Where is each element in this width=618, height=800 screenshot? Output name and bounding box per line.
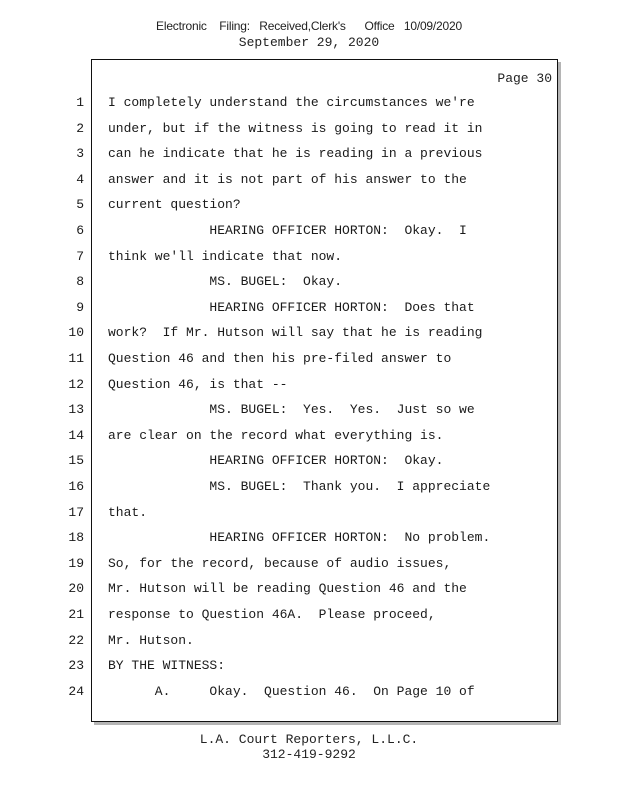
line-text: MS. BUGEL: Okay. (108, 274, 343, 290)
line-text: response to Question 46A. Please proceed, (108, 607, 436, 622)
line-number: 6 (76, 223, 84, 238)
transcript-line (0, 145, 618, 163)
line-number: 21 (68, 607, 84, 622)
page-footer (0, 732, 618, 762)
line-number: 5 (76, 197, 84, 213)
transcript-line (0, 555, 618, 573)
line-text: BY THE WITNESS: (108, 658, 226, 674)
transcript-line (0, 452, 618, 470)
transcript-line (0, 376, 618, 394)
transcript-line (0, 657, 618, 675)
line-number: 14 (68, 427, 84, 443)
line-number: 15 (68, 453, 84, 469)
line-text: answer and it is not part of his answer to the (108, 171, 467, 187)
line-number: 13 (68, 402, 84, 418)
reporter-company: L.A. Court Reporters, L.L.C. (199, 732, 419, 747)
line-text: HEARING OFFICER HORTON: Okay. I (108, 223, 467, 238)
line-text: Question 46, is that -- (108, 376, 288, 392)
transcript-line (0, 683, 618, 701)
line-text: current question? (108, 197, 241, 213)
line-text: that. (108, 504, 148, 520)
transcript-line (0, 580, 618, 598)
line-text: work? If Mr. Hutson will say that he is reading (108, 325, 483, 341)
line-number: 8 (76, 274, 84, 290)
transcript-line (0, 196, 618, 214)
line-number: 23 (68, 658, 84, 674)
line-number: 17 (68, 504, 84, 520)
transcript-line (0, 222, 618, 240)
reporter-phone: 312-419-9292 (262, 747, 356, 762)
line-text: can he indicate that he is reading in a previous (108, 146, 483, 162)
transcript-line (0, 529, 618, 547)
line-number: 18 (68, 530, 84, 546)
line-number: 20 (68, 581, 84, 597)
line-text: think we'll indicate that now. (108, 248, 343, 264)
transcript-line (0, 504, 618, 522)
transcript-line (0, 632, 618, 650)
line-number: 24 (68, 683, 84, 699)
transcript-line (0, 478, 618, 496)
line-text: Mr. Hutson will be reading Question 46 and the (108, 581, 467, 597)
transcript-line (0, 299, 618, 317)
transcript-line (0, 427, 618, 445)
line-text: HEARING OFFICER HORTON: Okay. (108, 453, 444, 469)
transcript-date: September 29, 2020 (238, 35, 380, 50)
line-number: 22 (68, 632, 84, 648)
line-number: 11 (68, 351, 84, 366)
line-number: 19 (68, 555, 84, 571)
line-text: under, but if the witness is going to read it in (108, 120, 483, 136)
line-number: 9 (76, 299, 84, 315)
line-text: MS. BUGEL: Yes. Yes. Just so we (108, 402, 475, 418)
line-number: 7 (76, 248, 84, 264)
line-text: HEARING OFFICER HORTON: Does that (108, 299, 475, 315)
transcript-line (0, 273, 618, 291)
line-text: A. Okay. Question 46. On Page 10 of (108, 683, 475, 699)
transcript-line (0, 94, 618, 112)
line-number: 12 (68, 376, 84, 392)
transcript-line (0, 120, 618, 138)
transcript-line (0, 401, 618, 419)
transcript-line (0, 606, 618, 624)
line-number: 16 (68, 479, 84, 494)
line-text: HEARING OFFICER HORTON: No problem. (108, 530, 491, 546)
line-number: 4 (76, 171, 84, 187)
transcript-line (0, 324, 618, 342)
transcript-line (0, 350, 618, 368)
line-text: MS. BUGEL: Thank you. I appreciate (108, 479, 491, 494)
line-number: 2 (76, 120, 84, 136)
line-text: are clear on the record what everything is. (108, 427, 444, 443)
page-number: Page 30 (497, 71, 552, 86)
line-number: 3 (76, 146, 84, 162)
line-text: So, for the record, because of audio issues, (108, 555, 452, 571)
filing-stamp: Electronic Filing: Received,Clerk's Office 10/09/2020 (156, 19, 462, 33)
line-number: 1 (76, 95, 84, 110)
transcript-line (0, 248, 618, 266)
line-text: Mr. Hutson. (108, 632, 194, 648)
line-text: I completely understand the circumstances we're (108, 95, 475, 110)
transcript-line (0, 171, 618, 189)
line-text: Question 46 and then his pre-filed answer to (108, 351, 452, 366)
line-number: 10 (68, 325, 84, 341)
